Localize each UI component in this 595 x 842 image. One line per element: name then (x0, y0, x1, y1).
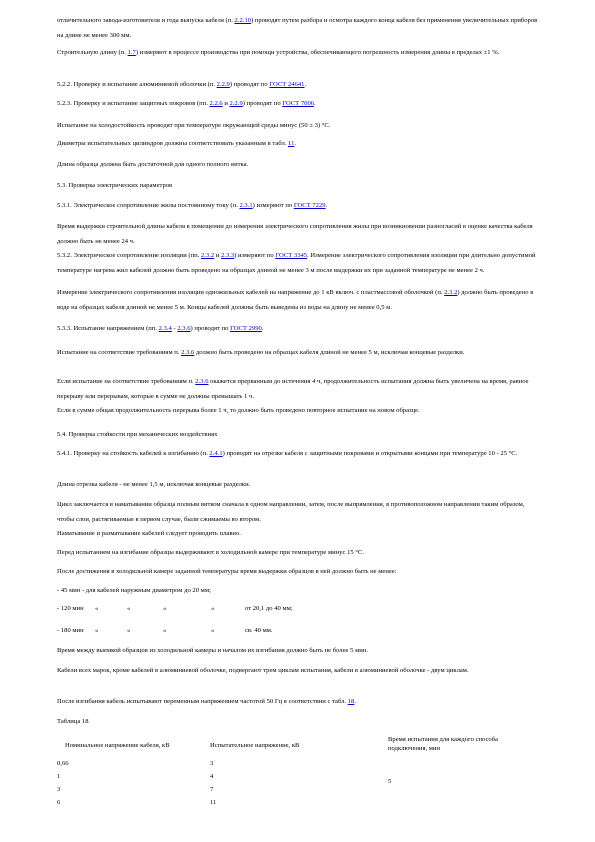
reference-link[interactable]: 2.2.10 (234, 17, 252, 24)
paragraph: Измерение электрического сопротивления изоляции одножильных кабелей на напряжение до 1 кВ включ. с пластмассовой оболочкой (п. 2.3.2) должно быть проведено в воде на образцах кабеля длиной не менее 5 м. Концы кабелей должны быть выведены из воды на длину не менее 0,5 м. (57, 289, 534, 311)
list-item-text: - 180 мин (57, 627, 84, 634)
paragraph: Испытание на холодостойкость проводят при температуре окружающей среды минус (50 ± 3) °С. (57, 122, 331, 129)
table-cell: 1 (57, 773, 61, 780)
list-item-text: « (163, 605, 167, 612)
table-cell: 5 (388, 778, 392, 785)
paragraph: Строительную длину (п. 1.7) измеряют в процессе производства при помощи устройства, обеспечивающего погрешность измерения длины в пределах ±1 %. (57, 49, 500, 56)
table-cell: 7 (210, 786, 214, 793)
paragraph: Длина образца должна быть достаточной для одного полного витка. (57, 161, 249, 168)
reference-link[interactable]: ГОСТ 7229 (293, 202, 326, 209)
table-cell: 4 (210, 773, 214, 780)
list-item-text: « (211, 605, 215, 612)
paragraph: После достижения в холодильной камере заданной температуры время выдержки образцов в ней должно быть не менее: (57, 568, 397, 575)
reference-link[interactable]: 2.3.1 (239, 202, 253, 209)
paragraph: отличительного завода-изготовителя и года выпуска кабеля (п. 2.2.10) проводят путем разбора и осмотра каждого конца кабеля без применения увеличительных приборов на длине не менее 300 мм. (57, 17, 538, 39)
paragraph: 5.4.1. Проверку на стойкость кабелей к изгибанию (п. 2.4.1) проводят на отрезке кабеля с защитными покровами и открытыми концами при температуре 10 - 25 °С. (57, 450, 518, 457)
table-header: Время испытания для каждого способа (388, 736, 498, 743)
table-cell: 11 (210, 799, 217, 806)
paragraph: Если в сумме общая продолжительность перерыва более 1 ч, то должно быть проведено повторное испытание на новом образце. (57, 407, 420, 414)
paragraph: Испытание на соответствие требованиям п. 2.3.6 должно быть проведено на образцах кабеля длиной не менее 5 м, исключая концевые разделки. (57, 349, 465, 356)
reference-link[interactable]: 2.3.2 (200, 252, 215, 259)
reference-link[interactable]: 2.3.4 (158, 325, 172, 332)
list-item-text: - 120 мин (57, 605, 84, 612)
table-header: Испытательное напряжение, кВ (210, 742, 300, 749)
list-item-text: « (163, 627, 167, 634)
table-header: Номинальное напряжение кабеля, кВ (65, 742, 170, 749)
paragraph: Время между выемкой образцов из холодильной камеры и началом их изгибания должно быть не более 5 мин. (57, 647, 368, 654)
reference-link[interactable]: ГОСТ 24641 (269, 81, 305, 88)
table-cell: 3 (210, 760, 214, 767)
table-caption: Таблица 18 (57, 718, 89, 725)
paragraph: Время выдержки строительной длины кабеля в помещении до измерения электрического сопротивления жилы при возникновении разногласий в оценке качества кабеля должно быть не менее 24 ч. (57, 223, 533, 245)
reference-link[interactable]: 18 (347, 698, 355, 705)
paragraph: После изгибания кабель испытывают переменным напряжением частотой 50 Гц в соответствии с табл. 18. (57, 698, 356, 705)
table-cell: 6 (57, 799, 61, 806)
paragraph: - 45 мин - для кабелей наружным диаметром до 20 мм; (57, 587, 211, 594)
paragraph: Длина отрезка кабеля - не менее 1,5 м, исключая концевые разделки. (57, 481, 251, 488)
reference-link[interactable]: 2.3.6 (195, 378, 209, 385)
reference-link[interactable]: 2.2.9 (216, 81, 230, 88)
reference-link[interactable]: 2.3.3 (221, 252, 235, 259)
reference-link[interactable]: ГОСТ 2990 (230, 325, 262, 332)
list-item-text: « (127, 605, 131, 612)
reference-link[interactable]: 2.4.1 (209, 450, 223, 457)
paragraph: 5.3.1. Электрическое сопротивление жилы постоянному току (п. 2.3.1) измеряют по ГОСТ 7229. (57, 202, 328, 209)
paragraph: Наматывание и разматывание кабелей следует проводить плавно. (57, 530, 241, 537)
list-item-text: « (211, 627, 215, 634)
list-item-text: св. 40 мм. (245, 627, 273, 634)
list-item-text: « (127, 627, 131, 634)
paragraph: 5.2.2. Проверку и испытание алюминиевой оболочки (п. 2.2.9) проводят по ГОСТ 24641. (57, 81, 307, 88)
paragraph: 5.3.3. Испытание напряжением (пп. 2.3.4 - 2.3.6) проводят по ГОСТ 2990. (57, 325, 264, 332)
reference-link[interactable]: 2.2.9 (229, 100, 243, 107)
table-header: подключения, мин (388, 745, 441, 752)
paragraph: 5.3.2. Электрическое сопротивление изоляции (пп. 2.3.2 и 2.3.3) измеряют по ГОСТ 3345. Измерение электрического сопротивления изоляции при длительно допустимой температуре нагрева жил кабелей должно быть проведено на образцах длиной не менее 3 м после выдержки их при заданной температуре не менее 2 ч. (57, 252, 536, 274)
paragraph: Кабели всех марок, кроме кабелей в алюминиевой оболочке, подвергают трем циклам испытания, кабели в алюминиевой оболочке - двум циклам. (57, 667, 469, 674)
paragraph: 5.3. Проверка электрических параметров (57, 182, 173, 189)
table-cell: 0,66 (57, 760, 69, 767)
reference-link[interactable]: ГОСТ 7006 (282, 100, 315, 107)
reference-link[interactable]: 2.3.6 (177, 325, 191, 332)
paragraph: 5.4. Проверка стойкости при механических воздействиях (57, 431, 218, 438)
reference-link[interactable]: ГОСТ 3345 (275, 252, 308, 259)
reference-link[interactable]: 1.7 (127, 49, 136, 56)
paragraph: 5.2.3. Проверку и испытание защитных покровов (пп. 2.2.6 и 2.2.9) проводят по ГОСТ 7006. (57, 100, 316, 107)
reference-link[interactable]: 2.2.6 (209, 100, 223, 107)
list-item-text: « (95, 627, 99, 634)
reference-link[interactable]: 2.3.6 (181, 349, 195, 356)
paragraph: Перед испытанием на изгибание образцы выдерживают в холодильной камере при температуре минус 15 °С. (57, 549, 365, 556)
reference-link[interactable]: 2.3.2 (444, 289, 458, 296)
list-item-text: « (95, 605, 99, 612)
reference-link[interactable]: 11 (288, 140, 295, 147)
paragraph: Цикл заключается в наматывании образца полным витком сначала в одном направлении, затем, после выпрямления, в противоположном направлении таким образом, чтобы слои, растягиваемые в первом случае, были сжимаемы во втором. (57, 501, 525, 523)
list-item-text: от 20,1 до 40 мм; (245, 605, 293, 612)
paragraph: Диаметры испытательных цилиндров должны соответствовать указанным в табл. 11. (57, 140, 297, 147)
paragraph: Если испытание на соответствие требованиям п. 2.3.6 окажется прерванным до истечения 4 ч, продолжительность испытания должна быть увеличена на время, равное перерыву или перерывам, которые в сумме не должны превышать 1 ч. (57, 378, 529, 400)
table-cell: 3 (57, 786, 61, 793)
